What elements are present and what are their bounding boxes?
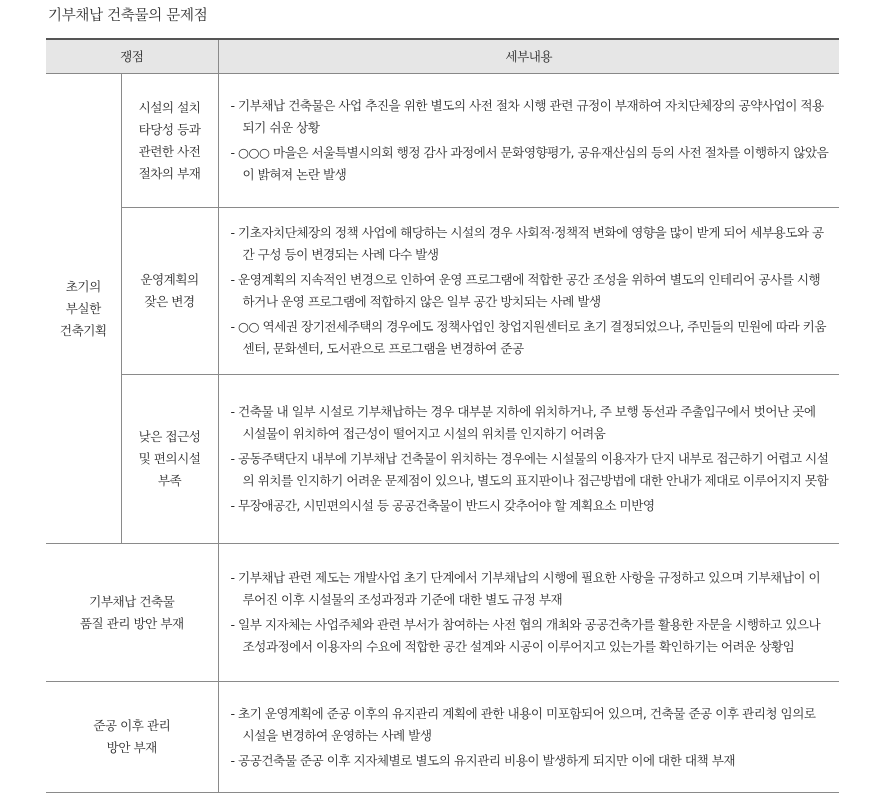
label-line: 방안 부재: [106, 740, 157, 755]
label-line: 운영계획의: [140, 272, 199, 287]
category-post-completion: [46, 682, 218, 793]
bullet-list: [231, 95, 830, 186]
detail-cell: [218, 208, 839, 375]
table-row: [46, 544, 839, 682]
table-row: [46, 375, 839, 544]
label-line: 시설의 설치: [138, 99, 201, 115]
label-line: 관련한 사전: [138, 143, 201, 159]
table-row: [46, 682, 839, 793]
issues-table: [46, 38, 839, 793]
list-item: - 운영계획의 지속적인 변경으로 인하여 운영 프로그램에 적합한 공간 조성을 위하여 별도의 인테리어 공사를 시행하거나 운영 프로그램에 적합하지 않은 일부 공간 방치되는 사례 발생: [230, 272, 821, 309]
detail-cell: [218, 74, 839, 208]
bullet-list: [231, 703, 830, 772]
header-details: 세부내용: [218, 39, 839, 74]
list-item: - 무장애공간, 시민편의시설 등 공공건축물이 반드시 갖추어야 할 계획요소 미반영: [230, 498, 655, 513]
bullet-list: [231, 222, 830, 360]
list-item: - 기초자치단체장의 정책 사업에 해당하는 시설의 경우 사회적·정책적 변화에 영향을 많이 받게 되어 세부용도와 공간 구성 등이 변경되는 사례 다수 발생: [230, 225, 824, 262]
table-row: [46, 74, 839, 208]
subcategory-cell: [121, 375, 218, 544]
table-row: [46, 208, 839, 375]
list-item: - 공공건축물 준공 이후 지자체별로 별도의 유지관리 비용이 발생하게 되지만 이에 대한 대책 부재: [230, 752, 736, 768]
label-line: 타당성 등과: [138, 121, 201, 137]
label-line: 품질 관리 방안 부재: [79, 615, 184, 631]
list-item: - 공동주택단지 내부에 기부채납 건축물이 위치하는 경우에는 시설물의 이용자가 단지 내부로 접근하기 어렵고 시설의 위치를 인지하기 어려운 문제점이 있으나, 별도의 표지판이나 접근방법에 대한 안내가 제대로 이루어지지 못함: [230, 451, 829, 488]
bullet-list: [231, 567, 830, 658]
label-line: 기부채납 건축물: [89, 593, 175, 609]
category-early-planning: [46, 74, 121, 544]
label-line: 준공 이후 관리: [93, 718, 171, 733]
subcategory-cell: [121, 74, 218, 208]
detail-cell: [218, 682, 839, 793]
label-line: 부실한: [65, 300, 101, 316]
bullet-list: [231, 401, 830, 517]
list-item: - 기부채납 관련 제도는 개발사업 초기 단계에서 기부채납의 시행에 필요한 사항을 규정하고 있으며 기부채납이 이루어진 이후 시설물의 조성과정과 기준에 대한 별도 규정 부재: [230, 570, 821, 607]
detail-cell: [218, 375, 839, 544]
page-title: 기부채납 건축물의 문제점: [48, 8, 208, 24]
table-header-row: [46, 39, 839, 74]
label-line: 부족: [157, 473, 182, 488]
label-line: 절차의 부재: [138, 165, 201, 181]
label-line: 잦은 변경: [144, 294, 195, 309]
subcategory-cell: [121, 208, 218, 375]
label-line: 및 편의시설: [138, 451, 201, 466]
list-item: - ○○○ 마을은 서울특별시의회 행정 감사 과정에서 문화영향평가, 공유재산심의 등의 사전 절차를 이행하지 않았음이 밝혀져 논란 발생: [230, 145, 829, 182]
detail-cell: [218, 544, 839, 682]
list-item: - 일부 지자체는 사업주체와 관련 부서가 참여하는 사전 협의 개최와 공공건축가를 활용한 자문을 시행하고 있으나 조성과정에서 이용자의 수요에 적합한 공간 설계와 시공이 이루어지고 있는가를 확인하기는 어려운 상황임: [230, 617, 821, 654]
list-item: - 초기 운영계획에 준공 이후의 유지관리 계획에 관한 내용이 미포함되어 있으며, 건축물 준공 이후 관리청 임의로 시설을 변경하여 운영하는 사례 발생: [230, 705, 816, 743]
header-issue: 쟁점: [46, 39, 218, 74]
category-quality: [46, 544, 218, 682]
list-item: - 건축물 내 일부 시설로 기부채납하는 경우 대부분 지하에 위치하거나, 주 보행 동선과 주출입구에서 벗어난 곳에 시설물이 위치하여 접근성이 떨어지고 시설의 위치를 인지하기 어려움: [230, 404, 816, 441]
label-line: 초기의: [65, 278, 101, 294]
list-item: - 기부채납 건축물은 사업 추진을 위한 별도의 사전 절차 시행 관련 규정이 부재하여 자치단체장의 공약사업이 적용되기 쉬운 상황: [230, 98, 824, 135]
label-line: 건축기획: [59, 322, 107, 338]
label-line: 낮은 접근성: [138, 429, 201, 444]
list-item: - ○○ 역세권 장기전세주택의 경우에도 정책사업인 창업지원센터로 초기 결정되었으나, 주민들의 민원에 따라 키움센터, 문화센터, 도서관으로 프로그램을 변경하여 준공: [230, 319, 827, 356]
